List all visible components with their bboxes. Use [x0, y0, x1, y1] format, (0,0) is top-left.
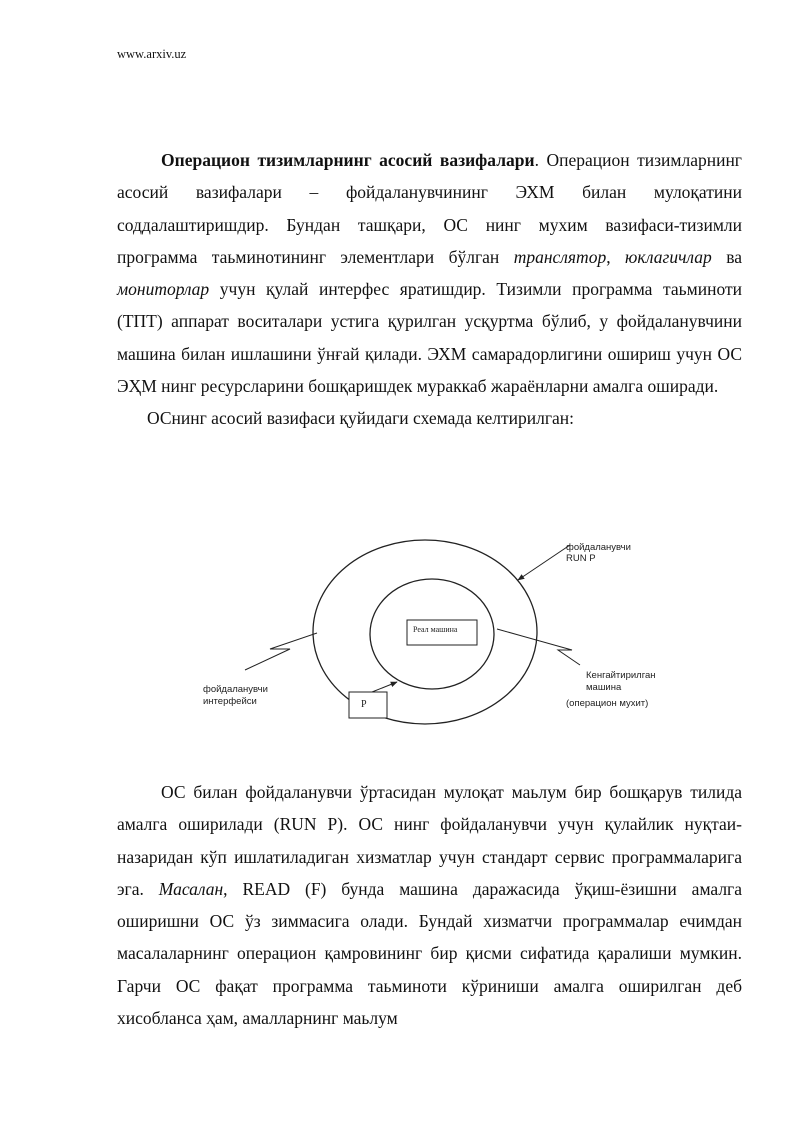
- para1-text-2: ,: [606, 246, 626, 267]
- label-extended-1: Кенгайтирилган: [586, 670, 656, 681]
- label-user-run-2: RUN P: [566, 553, 596, 564]
- label-user-run-1: фойдаланувчи: [566, 542, 631, 553]
- program-p-label: P: [361, 699, 367, 710]
- para1-text-1: Операцион тизимларнинг асосий вазифалари – фойдаланувчининг ЭХМ билан мулоқатини соддалаштиришдир. Бундан ташқари, ОС нинг мухим вазифаси-тизимли программа таьминотининг элементлари бўлган: [117, 150, 742, 267]
- section-heading: Операцион тизимларнинг асосий вазифалари: [161, 150, 535, 170]
- label-interface-1: фойдаланувчи: [203, 684, 268, 695]
- para2-text-2: , READ (F) бунда машина даражасида ўқиш-ёзишни амалга оширишни ОС ўз зиммасига олади. Бундай хизматчи программалар ечимдан масалаларнинг операцион қамровининг бир қисми сифатида қаралиши мумкин. Гарчи ОС фақат программа таьминоти кўриниши амалга оширилган деб хисобланса ҳам, амалларнинг маьлум: [117, 878, 742, 1029]
- header-site-url: www.arxiv.uz: [117, 47, 187, 61]
- p-to-circle-arrow: [372, 682, 397, 692]
- para1-text-4: учун қулай интерфес яратишдир. Тизимли программа таьминоти (ТПТ) аппарат воситалари устига қурилган усқуртма бўлиб, у фойдаланувчини машина билан ишлашини ўнғай қилади. ЭХМ самарадорлигини ошириш учун ОС ЭҲМ нинг ресурсларини бошқаришдек мураккаб жараёнларни амалга оширади.: [117, 279, 742, 397]
- para2-text-1: ОС билан фойдаланувчи ўртасидан мулоқат маьлум бир бошқарув тилида амалга оширилади (RUN P). ОС нинг фойдаланувчи учун қулайлик нуқтаи-назаридан кўп ишлатиладиган хизматлар учун стандарт сервис программаларига эга.: [117, 782, 742, 899]
- term-translator: транслятор: [513, 246, 607, 267]
- paragraph-user-interaction: [117, 776, 742, 1034]
- label-extended-3: (операцион мухит): [566, 698, 649, 709]
- extended-machine-zigzag: [497, 629, 580, 665]
- label-extended-2: машина: [586, 682, 622, 693]
- term-example: Масалан: [158, 878, 224, 899]
- user-run-arrow: [518, 545, 570, 580]
- interface-zigzag: [245, 633, 317, 670]
- heading-period: .: [534, 150, 539, 170]
- para1-text-3: ва: [711, 246, 742, 267]
- paragraph-diagram-intro: ОСнинг асосий вазифаси қуйидаги схемада келтирилган:: [147, 408, 575, 429]
- program-p-box: [349, 692, 387, 718]
- real-machine-label: Реал машина: [413, 625, 458, 634]
- term-monitors: мониторлар: [117, 279, 210, 300]
- label-interface-2: интерфейси: [203, 696, 257, 707]
- term-loaders: юклагичлар: [625, 246, 712, 267]
